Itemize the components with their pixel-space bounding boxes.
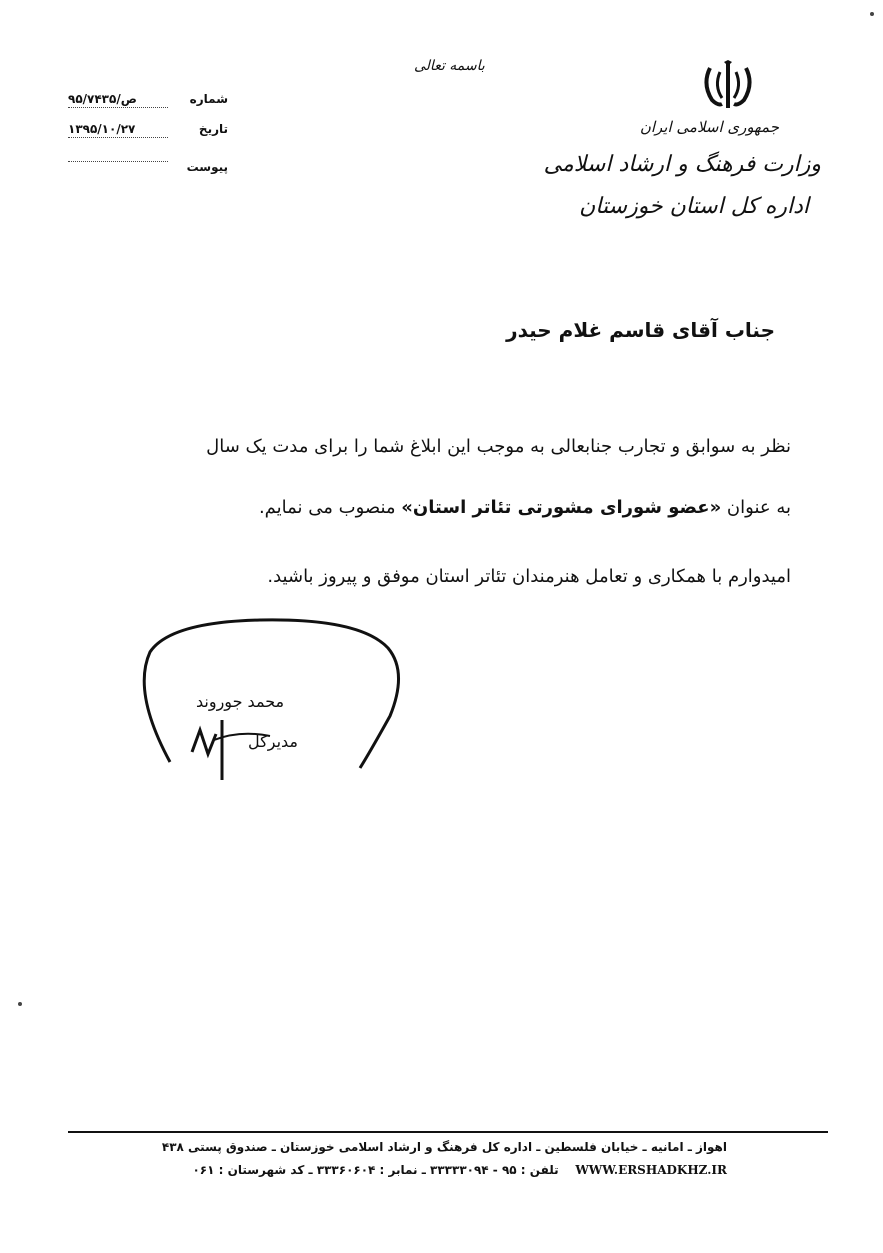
- signer-title: مدیرکل: [248, 732, 298, 751]
- office-title: اداره کل استان خوزستان: [579, 194, 809, 219]
- date-value: ۱۳۹۵/۱۰/۲۷: [68, 122, 168, 138]
- body-line-2-pre: به عنوان: [721, 497, 791, 518]
- appointment-title: «عضو شورای مشورتی تئاتر استان»: [401, 497, 722, 518]
- footer-divider: [68, 1131, 828, 1133]
- emblem-icon: [700, 60, 756, 114]
- invocation-text: باسمه تعالی: [414, 58, 485, 74]
- footer-address: اهواز ـ امانیه ـ خیابان فلسطین ـ اداره کل فرهنگ و ارشاد اسلامی خوزستان ـ صندوق پستی ۴۳۸: [161, 1140, 727, 1154]
- attachment-field: [68, 160, 228, 174]
- footer-website: WWW.ERSHADKHZ.IR: [575, 1163, 727, 1177]
- body-line-1: نظر به سوابق و تجارب جنابعالی به موجب این ابلاغ شما را برای مدت یک سال: [206, 436, 791, 457]
- number-label: شماره: [189, 92, 228, 106]
- date-label: تاریخ: [198, 122, 228, 136]
- body-line-2: [259, 497, 791, 518]
- footer-contact: [192, 1163, 727, 1177]
- addressee: جناب آقای قاسم غلام حیدر: [506, 318, 775, 342]
- ministry-title: وزارت فرهنگ و ارشاد اسلامی: [543, 152, 821, 177]
- signer-name: محمد جوروند: [196, 692, 285, 711]
- footer-phone: تلفن : ۹۵ - ۳۳۳۳۳۰۹۴ ـ نمابر : ۳۳۳۶۰۶۰۴ ـ کد شهرستان : ۰۶۱: [192, 1163, 559, 1177]
- date-field: [68, 122, 228, 138]
- number-field: [68, 92, 228, 108]
- scan-speck: [870, 12, 874, 16]
- body-line-3: امیدوارم با همکاری و تعامل هنرمندان تئاتر استان موفق و پیروز باشید.: [267, 566, 791, 587]
- republic-title: جمهوری اسلامی ایران: [639, 118, 779, 136]
- scan-speck: [18, 1002, 22, 1006]
- number-value: ۹۵/ص/۷۴۳۵: [68, 92, 168, 108]
- body-line-2-post: منصوب می نمایم.: [258, 497, 402, 518]
- attachment-value: [68, 160, 168, 162]
- attachment-label: پیوست: [186, 160, 228, 174]
